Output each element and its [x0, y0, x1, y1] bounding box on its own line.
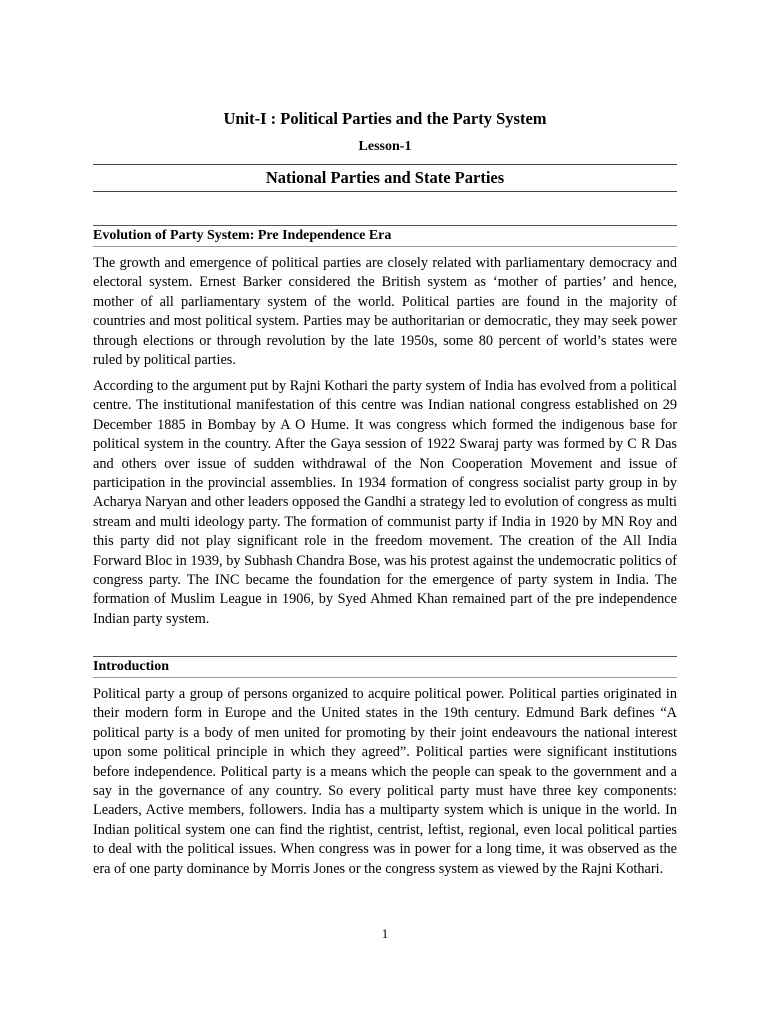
- paragraph-evolution-1: The growth and emergence of political parties are closely related with parliamentary democracy and electoral system. Ernest Barker considered the British system as ‘mother of parties’ and hence, mother of all parliamentary system of the world. Political parties are found in the majority of countries and most political system. Parties may be authoritarian or democratic, they may seek power through elections or through revolution by the late 1950s, some 80 percent of world’s states were ruled by political parties.: [93, 255, 677, 369]
- chapter-title-box: [93, 164, 677, 192]
- unit-title: Unit-I : Political Parties and the Party System: [223, 109, 547, 128]
- lesson-label: Lesson-1: [358, 139, 412, 154]
- chapter-title: National Parties and State Parties: [265, 168, 505, 187]
- paragraph-introduction-1: Political party a group of persons organized to acquire political power. Political parties originated in their modern form in Europe and the United states in the 19th century. Edmund Bark defines “A political party is a body of men united for promoting by their joint endeavours the national interest upon some political principle in which they agreed”. Political parties were significant institutions before independence. Political party is a means which the people can speak to the government and a say in the governance of any country. So every political party must have three key components: Leaders, Active members, followers. India has a multiparty system which is unique in the world. In Indian political system one can find the rightist, centrist, leftist, regional, even local political parties to deal with the political issues. When congress was in power for a long time, it was observed as the era of one party dominance by Morris Jones or the congress system as viewed by the Rajni Kothari.: [93, 686, 677, 877]
- paragraph-evolution-2: According to the argument put by Rajni Kothari the party system of India has evolved from a political centre. The institutional manifestation of this centre was Indian national congress established on 29 December 1885 in Bombay by A O Hume. It was congress which formed the indigenous base for political system in the country. After the Gaya session of 1922 Swaraj party was formed by C R Das and others over issue of sudden withdrawal of the Non Cooperation Movement and issue of participation in the provincial assemblies. In 1934 formation of congress socialist party group in by Acharya Naryan and other leaders opposed the Gandhi a strategy led to evolution of congress as multi stream and multi ideology party. The formation of communist party if India in 1920 by MN Roy and this party did not play significant role in the freedom movement. The creation of the All India Forward Bloc in 1939, by Subhash Chandra Bose, was his protest against the undemocratic politics of congress party. The INC became the foundation for the emergence of party system in India. The formation of Muslim League in 1906, by Syed Ahmed Khan remained part of the pre independence Indian party system.: [93, 378, 677, 627]
- section-heading-evolution: Evolution of Party System: Pre Independence Era: [93, 225, 677, 247]
- section-heading-introduction: Introduction: [93, 656, 677, 678]
- page-number: 1: [381, 926, 389, 941]
